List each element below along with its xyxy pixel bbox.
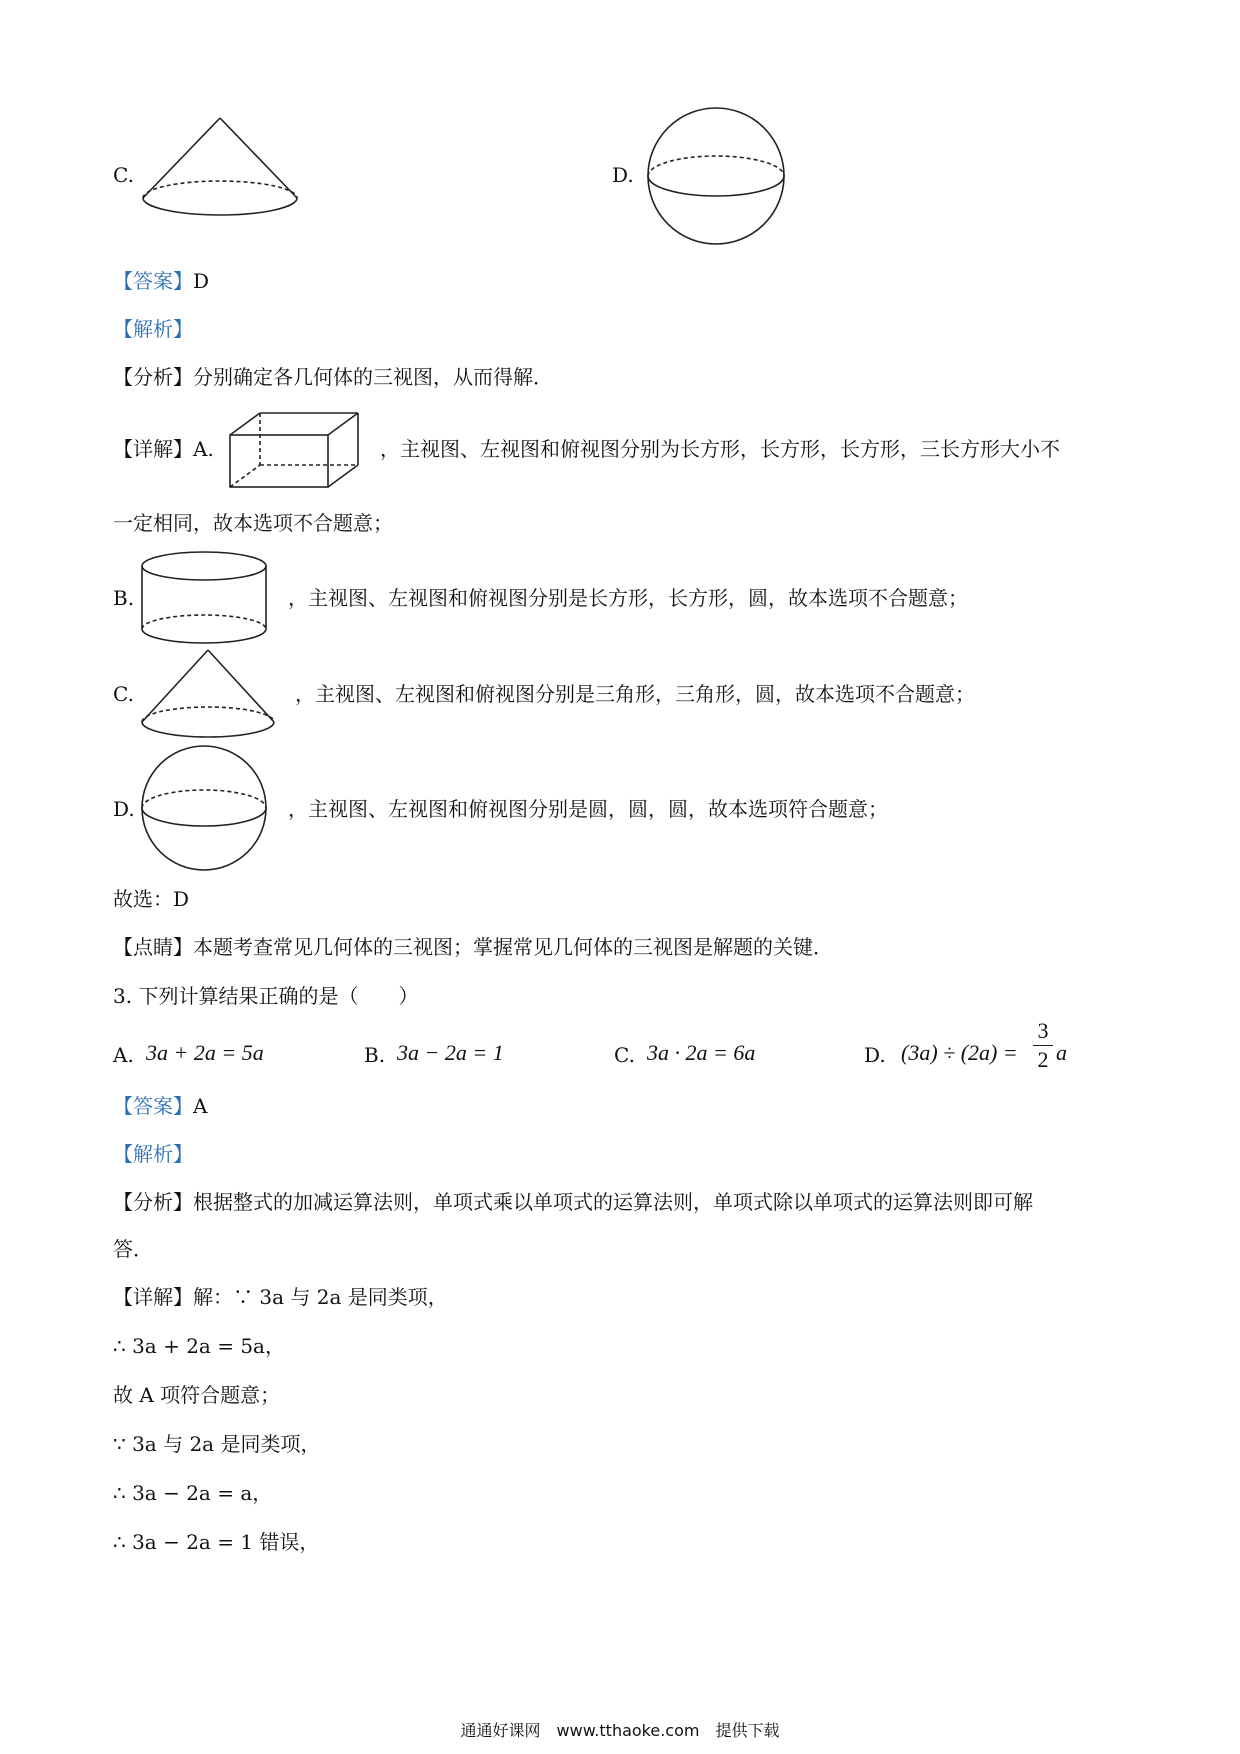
q3-opt-a-label: A. [113,1043,134,1067]
choose-line: 故选：D [113,887,190,911]
q3-stem: 3. 下列计算结果正确的是（ ） [113,984,419,1008]
cone-figure [140,118,300,234]
detail-a-text: ，主视图、左视图和俯视图分别为长方形，长方形，长方形，三长方形大小不 [380,437,1060,461]
q3-analysis-tag: 【解析】 [113,1142,193,1166]
q3-opt-d-expr: (3a) ÷ (2a) = [901,1040,1018,1065]
q3-opt-b-expr: 3a − 2a = 1 [397,1040,504,1065]
detail-a-head [113,436,214,462]
q3-fenxi-text: 根据整式的加减运算法则，单项式乘以单项式的运算法则，单项式除以单项式的运算法则即可解 [193,1190,1033,1214]
q3-detail-line4: ∵ 3a 与 2a 是同类项， [113,1432,321,1456]
detail-c-label: C. [113,682,134,706]
dianjing-text: 本题考查常见几何体的三视图；掌握常见几何体的三视图是解题的关键． [193,935,833,959]
detail-b-text: ，主视图、左视图和俯视图分别是长方形，长方形，圆，故本选项不合题意； [288,586,968,610]
q3-opt-d-var: a [1056,1040,1067,1065]
fenxi-text: 分别确定各几何体的三视图，从而得解． [193,365,553,389]
cone-small-figure [140,650,276,742]
option-c-label: C. [113,163,134,187]
detail-d-text: ，主视图、左视图和俯视图分别是圆，圆，圆，故本选项符合题意； [288,797,888,821]
q3-opt-d-den: 2 [1037,1047,1049,1072]
cuboid-figure [228,411,362,489]
q3-opt-d-fraction [1033,1018,1053,1073]
answer-line [113,268,209,294]
fenxi-line [113,364,553,390]
q3-fenxi-cont: 答． [113,1237,153,1261]
fenxi-tag: 【分析】 [113,365,193,389]
answer-value: D [193,269,210,293]
q3-opt-c-label: C. [614,1043,635,1067]
q3-opt-d-label: D. [864,1043,886,1067]
sphere-small-figure [140,746,268,872]
q3-fenxi-tag: 【分析】 [113,1190,193,1214]
q3-opt-b-label: B. [364,1043,386,1067]
page-footer: 通通好课网 www.tthaoke.com 提供下载 [460,1721,780,1740]
xiangjie-tag: 【详解】 [113,437,193,461]
q3-detail-line3: 故 A 项符合题意； [113,1383,281,1407]
analysis-tag: 【解析】 [113,317,193,341]
q3-opt-a-expr: 3a + 2a = 5a [146,1040,264,1065]
sphere-figure [646,106,786,246]
q3-opt-d-num: 3 [1037,1018,1049,1043]
detail-b-label: B. [113,586,135,610]
q3-answer-tag: 【答案】 [113,1094,193,1118]
q3-detail-line1 [113,1284,448,1310]
q3-answer-line [113,1093,207,1119]
q3-detail-line5: ∴ 3a − 2a = a， [113,1481,273,1505]
answer-tag: 【答案】 [113,269,193,293]
q3-line1-text: 解：∵ 3a 与 2a 是同类项， [193,1285,448,1309]
q3-detail-line6: ∴ 3a − 2a = 1 错误， [113,1530,320,1554]
q3-detail-line2: ∴ 3a + 2a = 5a， [113,1334,285,1358]
option-d-label: D. [612,163,634,187]
q3-fenxi-line [113,1189,1033,1215]
cylinder-figure [140,550,268,646]
q3-opt-c-expr: 3a · 2a = 6a [647,1040,756,1065]
q3-answer-value: A [193,1094,208,1118]
detail-a-label: A. [193,437,214,461]
detail-d-label: D. [113,797,135,821]
detail-a-cont: 一定相同，故本选项不合题意； [113,511,393,535]
q3-xiangjie-tag: 【详解】 [113,1285,193,1309]
detail-c-text: ，主视图、左视图和俯视图分别是三角形，三角形，圆，故本选项不合题意； [295,682,975,706]
dianjing-line [113,934,833,960]
dianjing-tag: 【点睛】 [113,935,193,959]
